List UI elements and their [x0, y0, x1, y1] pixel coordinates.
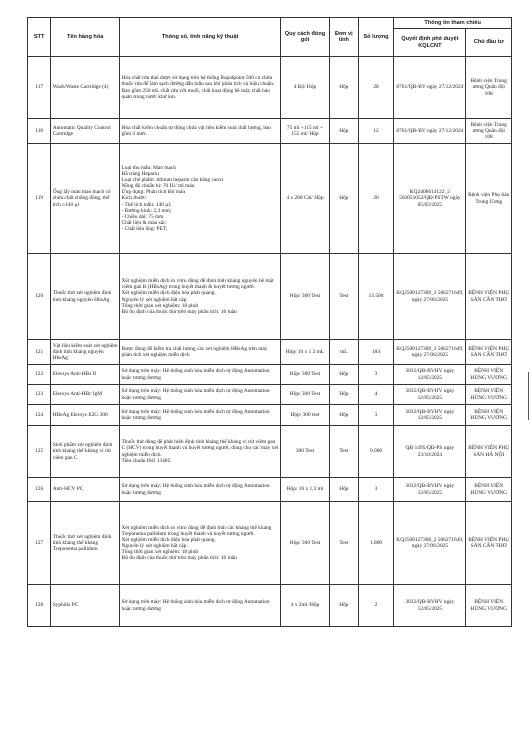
- row-quantity: 2: [358, 585, 394, 627]
- row-specs: [120, 119, 281, 144]
- row-investor: BỆNH VIỆN HÙNG VƯƠNG: [466, 478, 512, 502]
- row-packing: Hộp/ 16 x 1.3 mL: [281, 340, 330, 365]
- table-row: [28, 340, 512, 365]
- row-investor: BỆNH VIỆN HÙNG VƯƠNG: [466, 585, 512, 627]
- spec-line: Sử dụng trên máy: Hệ thống sinh hóa miễn dịch tự động Automation hoặc tương đương: [121, 368, 270, 381]
- spec-line: Tiêu chuẩn ISO 13485.: [121, 457, 172, 464]
- spec-line: Ứng dụng: Phân tích khí máu: [121, 189, 186, 196]
- header-packing: Quy cách đóng gói: [281, 18, 330, 57]
- row-packing: Hộp/ 300 Test: [281, 365, 330, 385]
- spec-line: Hóa chất kiểm chuẩn tự động chứa vật liệu kiểm soát chất lượng, bao gồm 3 mức.: [121, 124, 272, 137]
- spec-line: Loại chế phẩm: lithium heparin cân bằng canxi: [121, 177, 224, 184]
- row-specs: [120, 405, 281, 426]
- table-body: [28, 57, 512, 627]
- row-investor: BỆNH VIỆN HÙNG VƯƠNG: [466, 385, 512, 405]
- row-quantity: 9.000: [358, 426, 394, 478]
- row-quantity: 12: [358, 119, 394, 144]
- row-stt: 126: [28, 478, 51, 502]
- row-stt: 118: [28, 119, 51, 144]
- margin-mark: [528, 372, 529, 420]
- spec-line: Đã tráng Heparin: [121, 171, 159, 178]
- spec-line: Nồng độ chuẩn bị: 70 IU/ ml máu: [121, 183, 195, 190]
- procurement-table: [27, 17, 512, 627]
- header-name: Tên hàng hóa: [51, 18, 120, 57]
- row-packing: Hộp/ 300 Test: [281, 502, 330, 585]
- table-row: [28, 119, 512, 144]
- row-decision: KQ2500127308_2 506271649, ngày 27/06/2025: [394, 254, 466, 340]
- table-row: [28, 478, 512, 502]
- table-row: [28, 585, 512, 627]
- row-unit: Hộp: [329, 405, 358, 426]
- row-quantity: 3: [358, 405, 394, 426]
- spec-line: Hóa chất rửa thải được sử dụng trên hệ thống Rapidpoint 500 có chứa thuốc rửa để làm sạch đường dẫn mẫu sau khi phân tích và hiệu chuẩn. Bao gồm 250 mL chất rửa với muối, chất hoạt động bề mặt, chất bảo quản trong nước khử ion.: [121, 75, 275, 100]
- row-unit: Hộp: [329, 478, 358, 502]
- header-stt: STT: [28, 18, 51, 57]
- header-unit: Đơn vị tính: [329, 18, 358, 57]
- row-investor: Bệnh viện Phụ Sản Trung Ương: [466, 144, 512, 254]
- table-row: [28, 502, 512, 585]
- row-packing: 4 x 2ml /Hộp: [281, 585, 330, 627]
- row-product-name: Automatic Quality Control Cartridge: [51, 119, 120, 144]
- row-decision: QĐ 1495/QĐ-PS ngày 23/10/2024: [394, 426, 466, 478]
- row-quantity: 3: [358, 365, 394, 385]
- row-packing: Hộp/ 16 x 1,3 ml: [281, 478, 330, 502]
- header-reference-group: Thông tin tham chiếu: [394, 18, 512, 29]
- row-specs: [120, 144, 281, 254]
- spec-line: Nguyên lý xét nghiệm bắt cặp.: [121, 543, 188, 549]
- row-unit: Hộp: [329, 365, 358, 385]
- row-unit: Test: [329, 254, 358, 340]
- row-decision: 8761/QĐ-BV ngày 27/12/2024: [394, 119, 466, 144]
- row-decision: 3032/QĐ-BVHV ngày 12/05/2025: [394, 585, 466, 627]
- row-investor: BỆNH VIỆN PHỤ SẢN CẦN THƠ: [466, 254, 512, 340]
- row-unit: Hộp: [329, 57, 358, 119]
- row-quantity: 4: [358, 385, 394, 405]
- spec-line: Sử dụng trên máy: Hệ thống sinh hóa miễn dịch tự động Automation hoặc tương đương: [121, 599, 270, 612]
- table-row: [28, 385, 512, 405]
- row-product-name: Syphilis PC: [51, 585, 120, 627]
- spec-line: Sử dụng trên máy: Hệ thống sinh hóa miễn dịch tự động Automation hoặc tương đương: [121, 408, 270, 421]
- row-packing: 4 x 200 Cái/ Hộp: [281, 144, 330, 254]
- spec-line: Được dùng để kiểm tra chất lượng các xét nghiệm HBsAg trên máy phân tích xét nghiệm miễn dịch: [121, 345, 268, 358]
- row-stt: 119: [28, 144, 51, 254]
- row-product-name: Anti-HCV PC: [51, 478, 120, 502]
- spec-line: - Thể tích mẫu: 140 µl;: [121, 201, 172, 208]
- row-stt: 125: [28, 426, 51, 478]
- row-quantity: 3: [358, 478, 394, 502]
- row-stt: 128: [28, 585, 51, 627]
- spec-line: Sử dụng trên máy: Hệ thống sinh hóa miễn dịch tự động Automation hoặc tương đương: [121, 483, 270, 496]
- row-decision: 8761/QĐ-BV ngày 27/12/2024: [394, 57, 466, 119]
- row-decision: 3032/QĐ-BVHV ngày 12/05/2025: [394, 385, 466, 405]
- spec-line: - Chất liệu ống: PET;: [121, 225, 168, 232]
- row-unit: Hộp: [329, 585, 358, 627]
- row-decision: 3032/QĐ-BVHV ngày 12/05/2025: [394, 365, 466, 385]
- row-unit: Hộp: [329, 119, 358, 144]
- spec-line: Loại thu mẫu: Mao mạch: [121, 164, 176, 171]
- spec-line: Nguyên lý xét nghiệm bắt cặp.: [121, 296, 188, 303]
- header-investor: Chủ đầu tư: [466, 29, 512, 57]
- row-unit: Hộp: [329, 144, 358, 254]
- row-stt: 124: [28, 405, 51, 426]
- row-stt: 122: [28, 365, 51, 385]
- spec-line: - Chiều dài: 75 mm: [121, 213, 164, 220]
- header-qty: Số lượng: [358, 18, 394, 57]
- spec-line: Thuốc thử dùng để phát hiện định tính kháng thể kháng vi rút viêm gan C (HCV) trong huyết thanh và huyết tương người, dùng cho các máy xét nghiệm miễn dịch.: [121, 439, 279, 458]
- row-decision: 3032/QĐ-BVHV ngày 12/05/2025: [394, 478, 466, 502]
- spec-line: Độ ổn định của thuốc thử trên máy phân tích: 16 tuần: [121, 308, 237, 315]
- row-investor: BỆNH VIỆN PHỤ SẢN HÀ NỘI: [466, 426, 512, 478]
- row-product-name: Elecsys Anti-HBc IgM: [51, 385, 120, 405]
- row-quantity: 20: [358, 144, 394, 254]
- row-product-name: Thuốc thử xét nghiệm định tính kháng thể kháng Treponema pallidum: [51, 502, 120, 585]
- row-investor: BỆNH VIỆN PHỤ SẢN CẦN THƠ: [466, 502, 512, 585]
- spec-line: Chất liệu & màu sắc:: [121, 219, 168, 226]
- row-product-name: Thuốc thử xét nghiệm định tính kháng nguyên HbsAg: [51, 254, 120, 340]
- row-packing: 75 ml +115 ml + 155 ml/ Hộp: [281, 119, 330, 144]
- spec-line: Độ ổn định của thuốc thử trên máy phân tích: 16 tuần: [121, 555, 237, 562]
- spec-line: Xét nghiệm miễn dịch in vitro dùng để định tính kháng nguyên bề mặt viêm gan B (HBsAg) trong huyết thanh & huyết tương người.: [121, 278, 274, 291]
- row-quantity: 1.800: [358, 502, 394, 585]
- row-stt: 117: [28, 57, 51, 119]
- row-specs: [120, 478, 281, 502]
- row-quantity: 104: [358, 340, 394, 365]
- row-decision: KQ2500127308_2 506271649, ngày 27/06/2025: [394, 502, 466, 585]
- row-unit: Test: [329, 502, 358, 585]
- row-specs: [120, 385, 281, 405]
- row-unit: Test: [329, 426, 358, 478]
- table-row: [28, 426, 512, 478]
- row-decision: 3032/QĐ-BVHV ngày 12/05/2025: [394, 405, 466, 426]
- row-specs: [120, 57, 281, 119]
- row-investor: Bệnh viện Trung ương Quân đội 108: [466, 119, 512, 144]
- row-packing: Hộp/ 300 test: [281, 405, 330, 426]
- spec-line: Kích thước:: [121, 195, 148, 202]
- spec-line: Tổng thời gian xét nghiệm: 18 phút: [121, 549, 199, 556]
- row-packing: Hộp/ 300 Test: [281, 385, 330, 405]
- spec-line: Tổng thời gian xét nghiệm: 18 phút: [121, 302, 199, 309]
- row-stt: 127: [28, 502, 51, 585]
- row-specs: [120, 340, 281, 365]
- table-row: [28, 405, 512, 426]
- row-packing: 300 Test: [281, 426, 330, 478]
- row-investor: Bệnh viện Trung ương Quân đội 108: [466, 57, 512, 119]
- row-product-name: Vật liệu kiểm soát xét nghiệm định tính kháng nguyên HbsAg: [51, 340, 120, 365]
- spec-line: Xét nghiệm miễn dịch điện hóa phát quang.: [121, 536, 216, 543]
- row-unit: Hộp: [329, 385, 358, 405]
- table-row: [28, 57, 512, 119]
- row-packing: 4 Bộ/ Hộp: [281, 57, 330, 119]
- row-product-name: Ống lấy máu mao mạch có chứa chất chống đông, thể tích ≥140 µl: [51, 144, 120, 254]
- row-decision: KQ2500127308_2 506271649, ngày 27/06/2025: [394, 340, 466, 365]
- table-row: [28, 144, 512, 254]
- row-investor: BỆNH VIỆN PHỤ SẢN CẦN THƠ: [466, 340, 512, 365]
- spec-line: Sử dụng trên máy: Hệ thống sinh hóa miễn dịch tự động Automation hoặc tương đương: [121, 388, 270, 401]
- table-row: [28, 254, 512, 340]
- spec-line: Xét nghiệm miễn dịch in vitro dùng để định tính các kháng thể kháng Treponema pallidum trong huyết thanh và huyết tương người.: [121, 524, 272, 537]
- row-quantity: 13.500: [358, 254, 394, 340]
- row-product-name: HBeAg Elecsys E2G 300: [51, 405, 120, 426]
- row-unit: mL: [329, 340, 358, 365]
- row-packing: Hộp/ 300 Test: [281, 254, 330, 340]
- row-specs: [120, 502, 281, 585]
- row-product-name: Sinh phẩm xét nghiệm định tính kháng thể kháng vi rút viêm gan C: [51, 426, 120, 478]
- row-decision: KQ2406613122_2 503051052/QĐ-PSTW ngày 05/03/2025: [394, 144, 466, 254]
- row-product-name: Wash/Waste Cartridge (4): [51, 57, 120, 119]
- row-product-name: Elecsys Anti-HBs II: [51, 365, 120, 385]
- row-stt: 123: [28, 385, 51, 405]
- row-investor: BỆNH VIỆN HÙNG VƯƠNG: [466, 365, 512, 385]
- spec-line: Xét nghiệm miễn dịch điện hóa phát quang.: [121, 290, 216, 297]
- table-row: [28, 365, 512, 385]
- row-specs: [120, 426, 281, 478]
- header-specs: Thông số, tính năng kỹ thuật: [120, 18, 281, 57]
- header-decision: Quyết định phê duyệt KQLCNT: [394, 29, 466, 57]
- row-specs: [120, 585, 281, 627]
- row-quantity: 28: [358, 57, 394, 119]
- row-specs: [120, 365, 281, 385]
- spec-line: - Đường kính: 2,3 mm;: [121, 207, 172, 214]
- row-stt: 121: [28, 340, 51, 365]
- row-stt: 120: [28, 254, 51, 340]
- row-specs: [120, 254, 281, 340]
- row-investor: BỆNH VIỆN HÙNG VƯƠNG: [466, 405, 512, 426]
